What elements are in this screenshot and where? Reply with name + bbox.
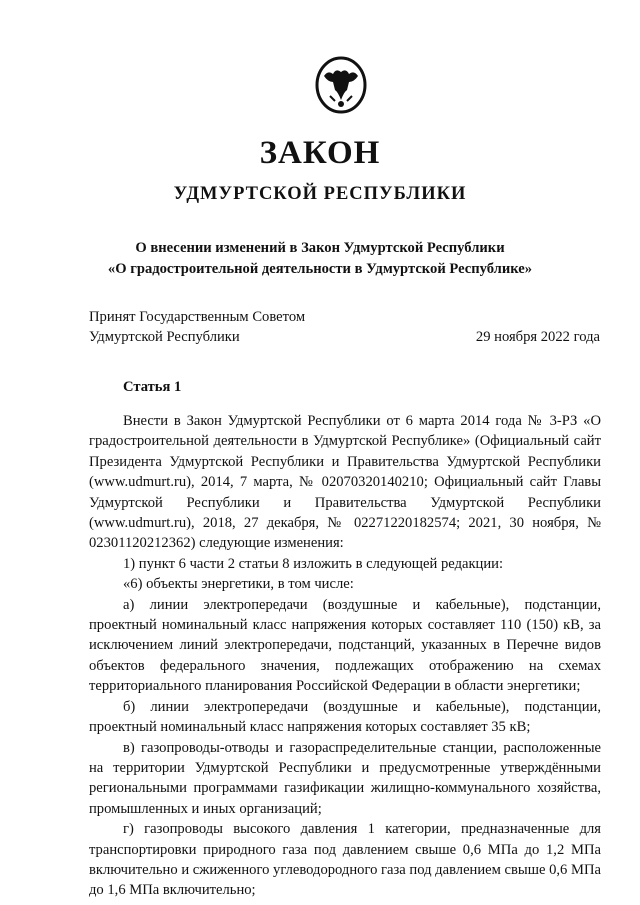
- paragraph: «6) объекты энергетики, в том числе:: [123, 576, 354, 593]
- article-body: [89, 411, 601, 901]
- paragraph: а) линии электропередачи (воздушные и кабельные), подстанции, проектный номинальный класс напряжения которых составляет 110 (150) кВ, за исключением линий электропередачи, подстанций, указанных в Перечне видов объектов федерального значения, подлежащих отображению на схемах территориального планирования Российской Федерации в области энергетики;: [89, 596, 601, 695]
- adoption-info: [89, 307, 305, 347]
- document-subtitle: УДМУРТСКОЙ РЕСПУБЛИКИ: [173, 184, 467, 204]
- adoption-line: Удмуртской Республики: [89, 329, 240, 345]
- paragraph: б) линии электропередачи (воздушные и кабельные), подстанции, проектный номинальный класс напряжения которых составляет 35 кВ;: [89, 698, 601, 736]
- paragraph: г) газопроводы высокого давления 1 категории, предназначенные для транспортировки природного газа под давлением свыше 0,6 МПа до 1,2 МПа включительно и сжиженного углеводородного газа под давлением свыше 0,6 МПа до 1,6 МПа включительно;: [89, 821, 601, 899]
- adoption-line: Принят Государственным Советом: [89, 309, 306, 325]
- document-title: ЗАКОН: [259, 135, 381, 171]
- law-name: [0, 238, 640, 280]
- paragraph: в) газопроводы-отводы и газораспределительные станции, расположенные на территории Удмуртской Республики и предусмотренные утверждёнными региональными программами газификации жилищно-коммунального хозяйства, промышленных и иных организаций;: [89, 739, 601, 817]
- udmurt-emblem-icon: [314, 56, 368, 114]
- paragraph: 1) пункт 6 части 2 статьи 8 изложить в следующей редакции:: [123, 555, 504, 572]
- article-heading: Статья 1: [123, 379, 182, 395]
- law-name-line: О внесении изменений в Закон Удмуртской Республики: [135, 240, 505, 256]
- paragraph: Внести в Закон Удмуртской Республики от 6 марта 2014 года № 3-РЗ «О градостроительной деятельности в Удмуртской Республике» (Официальный сайт Президента Удмуртской Республики и Правительства Удмуртской Республики (www.udmurt.ru), 2014, 7 марта, № 02070320140210; Официальный сайт Главы Удмуртской Республики и Правительства Удмуртской Республики (www.udmurt.ru), 2018, 27 декабря, № 02271220182574; 2021, 30 ноября, № 02301120212362) следующие изменения:: [89, 413, 601, 552]
- adoption-date: 29 ноября 2022 года: [475, 329, 600, 345]
- law-name-line: «О градостроительной деятельности в Удмуртской Республике»: [107, 261, 533, 277]
